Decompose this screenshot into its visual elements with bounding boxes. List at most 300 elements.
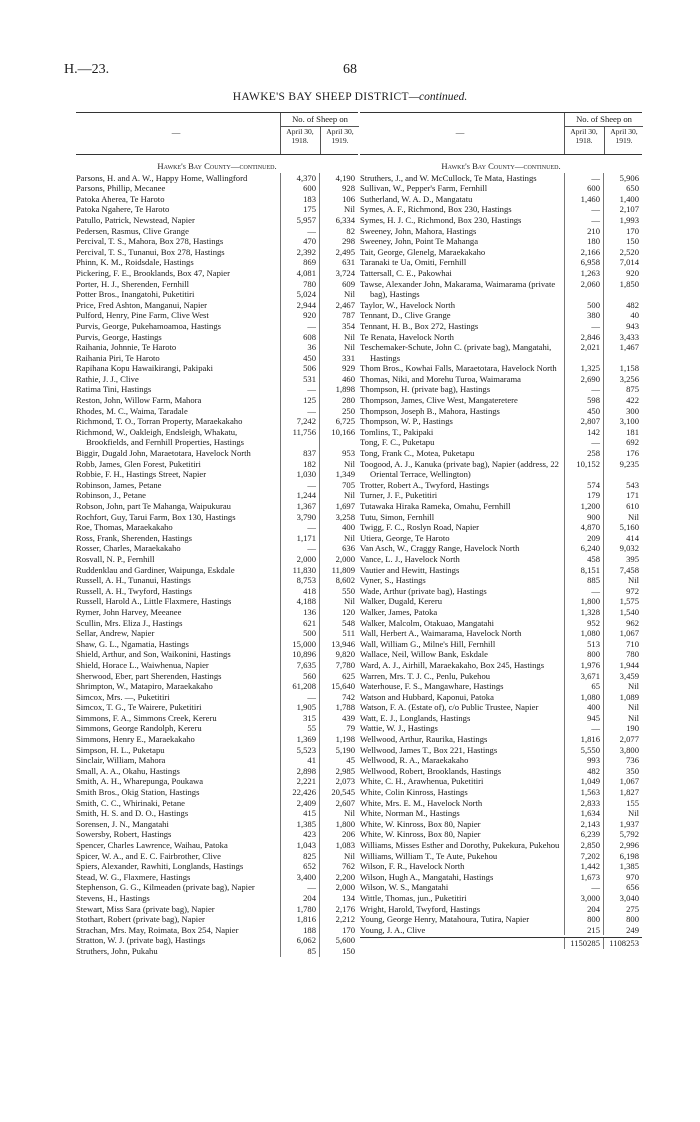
sheep-1918: 11,756 [280, 427, 319, 448]
sheep-1918: 800 [564, 914, 603, 925]
sheep-1919: 1,467 [603, 342, 642, 363]
left-table [76, 112, 358, 957]
table-row [76, 607, 358, 618]
sheep-1918: — [564, 882, 603, 893]
total-label [360, 938, 564, 949]
table-row [76, 522, 358, 533]
owner-name: Wallace, Neil, Willow Bank, Eskdale [360, 649, 488, 660]
table-row [76, 448, 358, 459]
sheep-1918: 993 [564, 755, 603, 766]
year-1919-header: April 30, 1919. [604, 127, 643, 154]
sheep-1918: 800 [564, 649, 603, 660]
sheep-1919: 3,258 [319, 512, 358, 523]
owner-name: Stevens, H., Hastings [76, 892, 150, 903]
table-row [360, 755, 642, 766]
sheep-1918: 1,563 [564, 787, 603, 798]
table-row [76, 257, 358, 268]
owner-name: Richmond, W., Oakleigh, Endsleigh, Whakatu, Brookfields, and Fernhill Properties, Hastings [76, 426, 245, 448]
sheep-1919: 298 [319, 236, 358, 247]
sheep-1918: 1,171 [280, 533, 319, 544]
sheep-1919: 1,944 [603, 660, 642, 671]
sheep-1919: 2,000 [319, 554, 358, 565]
owner-name: Watt, E. J., Longlands, Hastings [360, 712, 471, 723]
owner-name: Ratima Tini, Hastings [76, 384, 152, 395]
sheep-1918: 8,151 [564, 565, 603, 576]
sheep-1918: 8,753 [280, 575, 319, 586]
sheep-1918: 6,239 [564, 829, 603, 840]
sheep-1919: 548 [319, 618, 358, 629]
sheep-1919: 422 [603, 395, 642, 406]
sheep-1919: 1,575 [603, 596, 642, 607]
right-table [360, 112, 642, 949]
sheep-1918: 180 [564, 236, 603, 247]
table-row [76, 501, 358, 512]
sheep-1918: 1,244 [280, 490, 319, 501]
sheep-count-label: No. of Sheep on [565, 113, 643, 127]
sheep-1919: Nil [319, 342, 358, 353]
owner-name: Rapihana Kopu Hawaikirangi, Pakipaki [76, 363, 213, 374]
owner-name: Sowersby, Robert, Hastings [76, 829, 172, 840]
table-row [360, 565, 642, 576]
sheep-1919: 1,800 [319, 819, 358, 830]
table-row [76, 194, 358, 205]
sheep-1919: 511 [319, 628, 358, 639]
table-row [76, 829, 358, 840]
sheep-1918: 258 [564, 448, 603, 459]
sheep-1919: 1,198 [319, 734, 358, 745]
sheep-1919: 40 [603, 310, 642, 321]
owner-name: Rathie, J. J., Clive [76, 373, 139, 384]
sheep-1918: 450 [280, 353, 319, 364]
sheep-1919: 134 [319, 893, 358, 904]
owner-name: Wellwood, James T., Box 221, Hastings [360, 744, 498, 755]
owner-name: Tutawaka Hiraka Rameka, Omahu, Fernhill [360, 501, 511, 511]
table-row [76, 300, 358, 311]
sheep-1918: 837 [280, 448, 319, 459]
sheep-1919: 9,032 [603, 543, 642, 554]
table-row [76, 819, 358, 830]
sheep-1918: 7,635 [280, 660, 319, 671]
table-row [360, 204, 642, 215]
sheep-1918: 1,800 [564, 596, 603, 607]
title-suffix: —continued. [408, 91, 468, 103]
sheep-1919: 928 [319, 183, 358, 194]
owner-name: Richmond, T. O., Torran Property, Maraekakaho [76, 416, 243, 427]
owner-name: Williams, William T., Te Aute, Pukehou [360, 850, 498, 861]
owner-name: Percival, T. S., Tunanui, Box 278, Hastings [76, 246, 225, 257]
table-row [360, 374, 642, 385]
owner-name: Percival, T. S., Mahora, Box 278, Hastings [76, 236, 224, 247]
sheep-1919: 3,459 [603, 671, 642, 682]
table-row [76, 533, 358, 544]
sheep-1918: 2,143 [564, 819, 603, 830]
sheep-1919: Nil [319, 851, 358, 862]
sheep-1918: 513 [564, 639, 603, 650]
sheep-1919: 972 [603, 586, 642, 597]
owner-name: Wall, William G., Milne's Hill, Fernhill [360, 638, 496, 649]
owner-name: Simcox, Mrs. —, Puketitiri [76, 691, 170, 702]
sheep-1919: 1,158 [603, 363, 642, 374]
owner-name: Wellwood, Robert, Brooklands, Hastings [360, 765, 502, 776]
owner-name: Ross, Frank, Sherenden, Hastings [76, 532, 193, 543]
sheep-1918: — [280, 522, 319, 533]
sheep-1919: 1,385 [603, 861, 642, 872]
sheep-1919: 780 [603, 649, 642, 660]
owner-name: Walker, Malcolm, Otakuao, Mangatahi [360, 617, 495, 628]
table-row [360, 522, 642, 533]
owner-name: Watson and Hubbard, Kaponui, Patoka [360, 691, 494, 702]
owner-name: Pickering, F. E., Brooklands, Box 47, Napier [76, 267, 230, 278]
table-row [76, 173, 358, 184]
sheep-1918: 1,442 [564, 861, 603, 872]
table-row [360, 226, 642, 237]
table-row [360, 321, 642, 332]
owner-name: Patoka Ngahere, Te Haroto [76, 204, 170, 215]
sheep-1918: 1,369 [280, 734, 319, 745]
table-row [360, 395, 642, 406]
owner-name: Utiera, George, Te Haroto [360, 532, 450, 543]
table-row [360, 808, 642, 819]
table-row [76, 745, 358, 756]
owner-name: Young, George Henry, Matahoura, Tutira, Napier [360, 914, 530, 925]
sheep-1919: 2,520 [603, 247, 642, 258]
table-row [360, 332, 642, 343]
table-row [360, 819, 642, 830]
table-row [76, 776, 358, 787]
sheep-1919: 875 [603, 384, 642, 395]
owner-name: Tawse, Alexander John, Makarama, Waimarama (private bag), Hastings [360, 278, 556, 300]
owner-name: Symes, H. J. C., Richmond, Box 230, Hastings [360, 214, 522, 225]
sheep-1919: 206 [319, 829, 358, 840]
table-row [360, 904, 642, 915]
sheep-1919: 6,334 [319, 215, 358, 226]
sheep-1919: 787 [319, 310, 358, 321]
sheep-1918: 5,957 [280, 215, 319, 226]
table-row [76, 204, 358, 215]
table-row [360, 702, 642, 713]
sheep-1919: 414 [603, 533, 642, 544]
sheep-1918: 7,202 [564, 851, 603, 862]
left-table-header [76, 112, 358, 155]
sheep-1918: 179 [564, 490, 603, 501]
page-number: 68 [343, 62, 357, 77]
table-row [360, 671, 642, 682]
sheep-1918: — [280, 480, 319, 491]
sheep-1919: 395 [603, 554, 642, 565]
table-row [76, 649, 358, 660]
owner-name: Roe, Thomas, Maraekakaho [76, 522, 173, 533]
sheep-1919: 2,212 [319, 914, 358, 925]
table-row [360, 713, 642, 724]
sheep-1918: 2,944 [280, 300, 319, 311]
table-row [360, 692, 642, 703]
sheep-1919: Nil [603, 575, 642, 586]
owner-name: Spicer, W. A., and E. C. Fairbrother, Clive [76, 850, 221, 861]
sheep-1918: 36 [280, 342, 319, 353]
sheep-1919: 2,200 [319, 872, 358, 883]
sheep-1918: 41 [280, 755, 319, 766]
table-row [360, 628, 642, 639]
sheep-1918: 4,081 [280, 268, 319, 279]
table-row [360, 384, 642, 395]
table-row [360, 490, 642, 501]
sheep-1919: 2,985 [319, 766, 358, 777]
sheep-1919: 800 [603, 914, 642, 925]
sheep-1918: 85 [280, 946, 319, 957]
sheep-1918: 2,409 [280, 798, 319, 809]
sheep-1919: 11,809 [319, 565, 358, 576]
sheep-1918: 1,325 [564, 363, 603, 374]
sheep-1918: — [564, 173, 603, 184]
sheep-1918: 6,062 [280, 935, 319, 946]
sheep-1919: 970 [603, 872, 642, 883]
sheep-1918: 22,426 [280, 787, 319, 798]
owner-name: Thom Bros., Kowhai Falls, Maraetotara, Havelock North [360, 363, 557, 374]
sheep-1919: 6,198 [603, 851, 642, 862]
sheep-1919: 5,792 [603, 829, 642, 840]
owner-name: Smith, H. S. and D. O., Hastings [76, 808, 189, 819]
sheep-1918: — [280, 882, 319, 893]
owner-name: Tutu, Simon, Fernhill [360, 511, 435, 522]
owner-name: White, Colin Kinross, Hastings [360, 787, 468, 798]
sheep-1918: 3,671 [564, 671, 603, 682]
sheep-1918: — [564, 215, 603, 226]
sheep-1919: 1,083 [319, 840, 358, 851]
table-row [76, 575, 358, 586]
sheep-1918: 55 [280, 723, 319, 734]
sheep-1919: 2,107 [603, 204, 642, 215]
sheep-1919: 920 [603, 268, 642, 279]
sheep-1919: 1,937 [603, 819, 642, 830]
sheep-1919: Nil [603, 681, 642, 692]
sheep-1919: Nil [319, 332, 358, 343]
table-row [76, 787, 358, 798]
sheep-1918: — [280, 321, 319, 332]
sheep-1918: 1,673 [564, 872, 603, 883]
table-row [76, 490, 358, 501]
sheep-1919: 929 [319, 363, 358, 374]
table-row [76, 384, 358, 395]
document-reference: H.—23. [64, 62, 110, 77]
sheep-1918: 1,976 [564, 660, 603, 671]
owner-name: Wellwood, Arthur, Raurika, Hastings [360, 734, 488, 745]
table-row [360, 512, 642, 523]
sheep-1919: 543 [603, 480, 642, 491]
sheep-1918: 2,221 [280, 776, 319, 787]
sheep-1919: 79 [319, 723, 358, 734]
sheep-1919: 350 [603, 766, 642, 777]
table-row [76, 512, 358, 523]
table-row [76, 946, 358, 957]
sheep-1918: 621 [280, 618, 319, 629]
owner-name: White, W. Kinross, Box 80, Napier [360, 818, 481, 829]
table-row [76, 342, 358, 353]
sheep-1918: 920 [280, 310, 319, 321]
owner-name: Ward, A. J., Airhill, Maraekakaho, Box 245, Hastings [360, 659, 545, 670]
owner-name: Tattersall, C. E., Pakowhai [360, 267, 452, 278]
table-row [360, 501, 642, 512]
sheep-1919: 13,946 [319, 639, 358, 650]
sheep-1919: 250 [319, 406, 358, 417]
sheep-1919: 1,349 [319, 469, 358, 480]
table-row [76, 734, 358, 745]
table-row [76, 872, 358, 883]
right-table-body [360, 173, 642, 936]
total-1919: 1108253 [603, 938, 642, 949]
sheep-1918: 4,870 [564, 522, 603, 533]
sheep-1919: 1,400 [603, 194, 642, 205]
owner-name: Price, Fred Ashton, Manganui, Napier [76, 299, 208, 310]
table-row [360, 183, 642, 194]
table-row [76, 586, 358, 597]
table-row [360, 459, 642, 480]
owner-name: Simcox, T. G., Te Wairere, Puketitiri [76, 702, 202, 713]
total-1918: 1150285 [564, 938, 603, 949]
sheep-1919: 5,906 [603, 173, 642, 184]
sheep-1918: — [564, 384, 603, 395]
table-row [360, 268, 642, 279]
sheep-1918: 2,846 [564, 332, 603, 343]
table-row [360, 914, 642, 925]
sheep-1918: 1,905 [280, 702, 319, 713]
table-row [76, 554, 358, 565]
sheep-1919: 710 [603, 639, 642, 650]
table-row [76, 406, 358, 417]
table-row [360, 618, 642, 629]
table-row [360, 543, 642, 554]
sheep-1919: 7,014 [603, 257, 642, 268]
sheep-1918: — [280, 226, 319, 237]
owner-name: Watson, F. A. (Estate of), c/o Public Trustee, Napier [360, 702, 539, 713]
sheep-1918: 1,816 [564, 734, 603, 745]
table-row [360, 247, 642, 258]
owner-name: Stewart, Miss Sara (private bag), Napier [76, 903, 215, 914]
table-row [360, 787, 642, 798]
sheep-1918: 65 [564, 681, 603, 692]
table-row [360, 533, 642, 544]
sheep-1919: 943 [603, 321, 642, 332]
sheep-1919: 7,780 [319, 660, 358, 671]
sheep-1918: 400 [564, 702, 603, 713]
sheep-1918: 1,328 [564, 607, 603, 618]
sheep-1919: 9,235 [603, 459, 642, 480]
owner-name: Sinclair, William, Mahora [76, 755, 166, 766]
owner-name: Sorensen, J. N., Mangatahi [76, 818, 169, 829]
owner-name: Turner, J. F., Puketitiri [360, 490, 438, 501]
owner-name: Simmons, Henry E., Maraekakaho [76, 734, 195, 745]
owner-name: Rosser, Charles, Maraekakaho [76, 543, 181, 554]
sheep-count-header [280, 113, 359, 154]
sheep-1918: 10,896 [280, 649, 319, 660]
table-row [76, 660, 358, 671]
owner-name: Patoka Aherea, Te Haroto [76, 193, 165, 204]
sheep-1919: 636 [319, 543, 358, 554]
sheep-1918: 2,850 [564, 840, 603, 851]
sheep-1918: 415 [280, 808, 319, 819]
owner-name: Smith Bros., Okig Station, Hastings [76, 787, 200, 798]
sheep-1919: 2,996 [603, 840, 642, 851]
owner-name: Robson, John, part Te Mahanga, Waipukurau [76, 501, 231, 511]
sheep-1919: 120 [319, 607, 358, 618]
sheep-1918: — [564, 204, 603, 215]
sheep-1918: 418 [280, 586, 319, 597]
sheep-1918: 506 [280, 363, 319, 374]
owner-name: Spiers, Alexander, Rawhiti, Longlands, Hastings [76, 861, 244, 872]
owner-name: Sutherland, W. A. D., Mangatatu [360, 193, 473, 204]
sheep-1919: 1,540 [603, 607, 642, 618]
owner-name: Vyner, S., Hastings [360, 575, 426, 586]
owner-name: Taranaki te Ua, Omiti, Fernhill [360, 257, 467, 268]
table-row [76, 395, 358, 406]
sheep-1919: Nil [603, 713, 642, 724]
sheep-1918: 598 [564, 395, 603, 406]
owner-name: Scullin, Mrs. Eliza J., Hastings [76, 617, 183, 628]
owner-name: Sullivan, W., Pepper's Farm, Fernhill [360, 183, 488, 194]
owner-name: Tennant, H. B., Box 272, Hastings [360, 320, 479, 331]
sheep-1918: 900 [564, 512, 603, 523]
owner-name: Struthers, J., and W. McCullock, Te Mata, Hastings [360, 172, 537, 183]
table-row [360, 681, 642, 692]
sheep-1919: 45 [319, 755, 358, 766]
sheep-count-header [564, 113, 643, 154]
owner-name: Wilson, Hugh A., Mangatahi, Hastings [360, 871, 494, 882]
table-row [360, 194, 642, 205]
table-row [76, 692, 358, 703]
sheep-1918: 380 [564, 310, 603, 321]
sheep-count-label: No. of Sheep on [281, 113, 359, 127]
table-row [360, 406, 642, 417]
sheep-1919: 962 [603, 618, 642, 629]
sheep-1919: 5,160 [603, 522, 642, 533]
owner-name: Wittle, Thomas, jun., Puketitiri [360, 892, 467, 903]
sheep-1918: 458 [564, 554, 603, 565]
table-row [76, 416, 358, 427]
sheep-1919: 7,458 [603, 565, 642, 576]
sheep-1918: 183 [280, 194, 319, 205]
table-row [360, 363, 642, 374]
sheep-1918: 10,152 [564, 459, 603, 480]
table-row [76, 713, 358, 724]
sheep-1918: — [280, 543, 319, 554]
table-row [76, 236, 358, 247]
sheep-1919: 5,600 [319, 935, 358, 946]
sheep-1918: 1,385 [280, 819, 319, 830]
sheep-1919: 2,000 [319, 882, 358, 893]
table-row [76, 851, 358, 862]
table-row [76, 226, 358, 237]
owner-name: Tomlins, T., Pakipaki [360, 426, 434, 437]
owner-column-header: — [171, 127, 181, 137]
owner-name: Parsons, Phillip, Mecanee [76, 183, 166, 194]
sheep-1918: 560 [280, 671, 319, 682]
table-row [76, 363, 358, 374]
owner-name: Warren, Mrs. T. J. C., Penlu, Pukehou [360, 670, 491, 681]
owner-name: Wilson, W. S., Mangatahi [360, 882, 449, 893]
sheep-1919: 354 [319, 321, 358, 332]
table-row [76, 332, 358, 343]
table-row [76, 374, 358, 385]
owner-name: Simmons, George Randolph, Kereru [76, 723, 202, 734]
table-row [360, 766, 642, 777]
owner-name: Strachan, Mrs. May, Roimata, Box 254, Napier [76, 924, 239, 935]
sheep-1918: 204 [280, 893, 319, 904]
sheep-1918: 531 [280, 374, 319, 385]
owner-name: Smith, C. C., Whirinaki, Petane [76, 797, 185, 808]
sheep-1919: Nil [319, 459, 358, 470]
sheep-1919: Nil [603, 512, 642, 523]
owner-name: Thompson, H. (private bag), Hastings [360, 384, 491, 395]
sheep-1919: 2,607 [319, 798, 358, 809]
